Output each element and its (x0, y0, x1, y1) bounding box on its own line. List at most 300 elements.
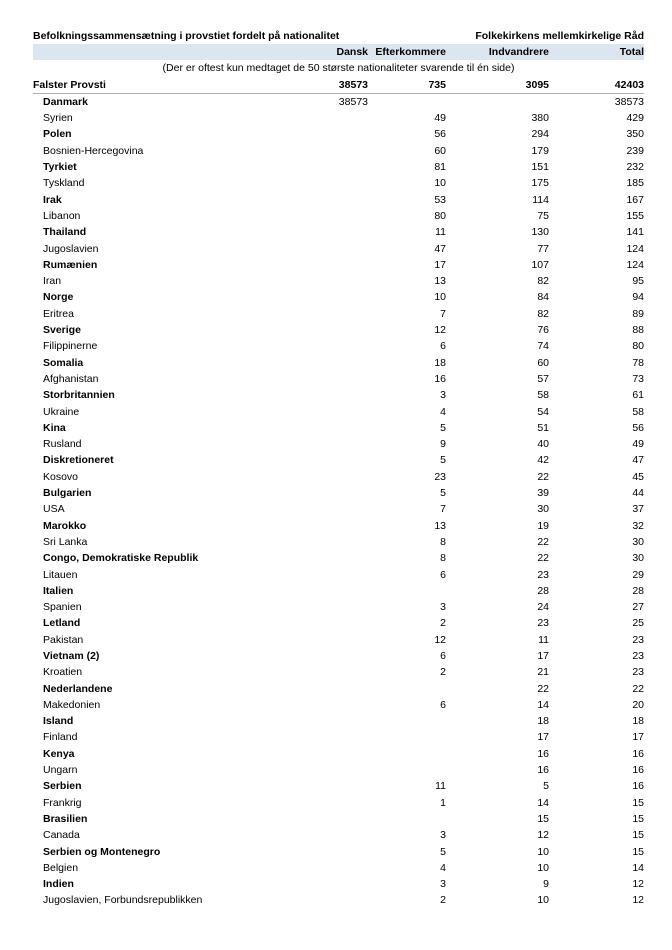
row-efterkommere-value: 16 (434, 372, 446, 385)
row-dansk-value (301, 762, 368, 778)
row-indvandrere-value: 60 (537, 356, 549, 369)
report-title: Befolkningssammensætning i provstiet fordelt på nationalitet (33, 30, 340, 42)
row-country-name: Canada (43, 829, 80, 842)
row-efterkommere-value: 8 (440, 552, 446, 565)
row-country-name: Ukraine (43, 405, 80, 418)
row-indvandrere-value: 21 (537, 666, 549, 679)
row-indvandrere-value: 151 (531, 161, 549, 174)
row-indvandrere-value: 24 (537, 601, 549, 614)
table-row (33, 404, 644, 420)
summary-dansk: 38573 (301, 77, 368, 94)
row-efterkommere-value: 6 (440, 649, 446, 662)
table-row (33, 355, 644, 371)
table-row (33, 208, 644, 224)
table-row (33, 257, 644, 273)
table-row (33, 713, 644, 729)
row-total-value: 17 (632, 731, 644, 744)
row-efterkommere-value: 2 (440, 617, 446, 630)
row-efterkommere-value (368, 583, 446, 599)
row-efterkommere-value: 53 (434, 193, 446, 206)
table-row (33, 143, 644, 159)
row-dansk-value (301, 110, 368, 126)
row-total-value: 16 (632, 780, 644, 793)
row-efterkommere-value: 13 (434, 275, 446, 288)
table-row (33, 876, 644, 892)
row-efterkommere-value: 23 (434, 470, 446, 483)
column-header-total: Total (549, 44, 644, 60)
row-efterkommere-value: 18 (434, 356, 446, 369)
row-efterkommere-value: 3 (440, 601, 446, 614)
row-efterkommere-value (368, 681, 446, 697)
row-indvandrere-value: 17 (537, 649, 549, 662)
row-total-value: 27 (632, 601, 644, 614)
row-country-name: Kina (43, 421, 66, 434)
row-indvandrere-value: 22 (537, 682, 549, 695)
row-indvandrere-value: 17 (537, 731, 549, 744)
row-total-value: 22 (632, 682, 644, 695)
report-header (33, 28, 644, 44)
row-total-value: 429 (626, 112, 644, 125)
row-efterkommere-value (368, 713, 446, 729)
row-dansk-value (301, 844, 368, 860)
table-row (33, 306, 644, 322)
row-country-name: Eritrea (43, 307, 74, 320)
row-indvandrere-value: 11 (538, 633, 549, 646)
row-total-value: 61 (632, 389, 644, 402)
row-total-value: 15 (632, 829, 644, 842)
row-indvandrere-value: 19 (537, 519, 549, 532)
row-efterkommere-value: 6 (440, 568, 446, 581)
row-total-value: 78 (632, 356, 644, 369)
row-indvandrere-value: 12 (537, 829, 549, 842)
row-total-value: 89 (632, 307, 644, 320)
row-dansk-value (301, 664, 368, 680)
row-efterkommere-value: 81 (434, 161, 446, 174)
row-dansk-value (301, 697, 368, 713)
table-row (33, 338, 644, 354)
row-total-value: 124 (626, 242, 644, 255)
row-total-value: 73 (632, 372, 644, 385)
table-row (33, 518, 644, 534)
row-dansk-value (301, 289, 368, 305)
table-row (33, 681, 644, 697)
row-total-value: 56 (632, 421, 644, 434)
row-country-name: Syrien (43, 112, 73, 125)
column-header-dansk: Dansk (301, 44, 368, 60)
row-country-name: Bulgarien (43, 487, 92, 500)
row-country-name: Bosnien-Hercegovina (43, 144, 144, 157)
row-dansk-value (301, 583, 368, 599)
row-total-value: 350 (626, 128, 644, 141)
row-country-name: Spanien (43, 601, 82, 614)
row-country-name: Vietnam (2) (43, 649, 100, 662)
row-dansk-value (301, 811, 368, 827)
summary-name: Falster Provsti (33, 77, 301, 94)
row-total-value: 15 (632, 845, 644, 858)
row-efterkommere-value (368, 811, 446, 827)
row-indvandrere-value: 23 (537, 617, 549, 630)
row-indvandrere-value: 82 (537, 275, 549, 288)
row-dansk-value (301, 501, 368, 517)
row-country-name: Jugoslavien (43, 242, 99, 255)
row-country-name: Indien (43, 878, 74, 891)
row-dansk-value (301, 322, 368, 338)
row-country-name: Frankrig (43, 796, 82, 809)
row-dansk-value (301, 208, 368, 224)
row-total-value: 25 (632, 617, 644, 630)
table-row (33, 648, 644, 664)
row-dansk-value (301, 534, 368, 550)
row-efterkommere-value: 56 (434, 128, 446, 141)
row-efterkommere-value: 5 (440, 421, 446, 434)
row-country-name: Serbien (43, 780, 82, 793)
row-dansk-value (301, 420, 368, 436)
table-row (33, 452, 644, 468)
row-country-name: Irak (43, 193, 62, 206)
row-dansk-value (301, 159, 368, 175)
row-efterkommere-value: 47 (434, 242, 446, 255)
row-country-name: Belgien (43, 861, 79, 874)
table-row (33, 567, 644, 583)
row-total-value: 14 (632, 861, 644, 874)
row-country-name: Tyskland (43, 177, 85, 190)
row-efterkommere-value: 12 (434, 324, 446, 337)
table-row (33, 469, 644, 485)
row-dansk-value (301, 892, 368, 908)
row-country-name: Pakistan (43, 633, 84, 646)
row-total-value: 30 (632, 552, 644, 565)
row-dansk-value (301, 713, 368, 729)
row-dansk-value: 38573 (338, 95, 368, 108)
column-header-blank (33, 44, 301, 60)
row-country-name: Marokko (43, 519, 87, 532)
row-efterkommere-value: 17 (434, 258, 446, 271)
row-country-name: Libanon (43, 209, 81, 222)
report-page (33, 28, 644, 909)
row-dansk-value (301, 436, 368, 452)
row-dansk-value (301, 876, 368, 892)
row-country-name: Kroatien (43, 666, 83, 679)
summary-efterkommere: 735 (368, 77, 446, 94)
row-efterkommere-value: 5 (440, 845, 446, 858)
table-row (33, 273, 644, 289)
row-indvandrere-value: 130 (531, 226, 549, 239)
row-total-value: 29 (632, 568, 644, 581)
row-total-value: 23 (632, 649, 644, 662)
row-indvandrere-value: 22 (537, 535, 549, 548)
row-efterkommere-value: 3 (440, 389, 446, 402)
row-indvandrere-value: 84 (537, 291, 549, 304)
table-row (33, 762, 644, 778)
summary-row (33, 77, 644, 94)
row-dansk-value (301, 746, 368, 762)
table-row (33, 860, 644, 876)
row-indvandrere-value: 14 (537, 796, 549, 809)
table-row (33, 420, 644, 436)
row-indvandrere-value: 10 (537, 861, 549, 874)
table-row (33, 795, 644, 811)
table-row (33, 387, 644, 403)
row-dansk-value (301, 860, 368, 876)
row-indvandrere-value: 22 (537, 552, 549, 565)
row-total-value: 12 (632, 878, 644, 891)
row-dansk-value (301, 469, 368, 485)
row-country-name: Makedonien (43, 698, 101, 711)
table-row (33, 485, 644, 501)
table-row (33, 159, 644, 175)
row-country-name: Kosovo (43, 470, 79, 483)
row-indvandrere-value: 28 (537, 584, 549, 597)
table-row (33, 844, 644, 860)
row-dansk-value (301, 599, 368, 615)
row-dansk-value (301, 273, 368, 289)
row-dansk-value (301, 827, 368, 843)
row-efterkommere-value: 8 (440, 535, 446, 548)
row-indvandrere-value (446, 93, 549, 110)
row-total-value: 88 (632, 324, 644, 337)
organization-name: Folkekirkens mellemkirkelige Råd (475, 30, 644, 42)
row-dansk-value (301, 615, 368, 631)
summary-total: 42403 (549, 77, 644, 94)
table-row (33, 778, 644, 794)
row-efterkommere-value: 49 (434, 112, 446, 125)
row-total-value: 124 (626, 258, 644, 271)
row-efterkommere-value: 4 (440, 861, 446, 874)
row-dansk-value (301, 567, 368, 583)
table-row (33, 534, 644, 550)
summary-indvandrere: 3095 (446, 77, 549, 94)
row-country-name: Rusland (43, 438, 82, 451)
row-dansk-value (301, 175, 368, 191)
row-total-value: 239 (626, 144, 644, 157)
row-total-value: 44 (632, 487, 644, 500)
row-efterkommere-value: 60 (434, 144, 446, 157)
row-country-name: Storbritannien (43, 389, 115, 402)
row-indvandrere-value: 9 (543, 878, 549, 891)
row-total-value: 15 (632, 812, 644, 825)
row-dansk-value (301, 355, 368, 371)
column-header-indvandrere: Indvandrere (446, 44, 549, 60)
row-efterkommere-value: 5 (440, 454, 446, 467)
row-country-name: Brasilien (43, 812, 88, 825)
row-country-name: Sri Lanka (43, 535, 88, 548)
row-total-value: 32 (632, 519, 644, 532)
row-total-value: 45 (632, 470, 644, 483)
row-total-value: 23 (632, 666, 644, 679)
row-indvandrere-value: 39 (537, 487, 549, 500)
row-efterkommere-value: 3 (440, 829, 446, 842)
row-country-name: Sverige (43, 324, 81, 337)
row-country-name: Jugoslavien, Forbundsrepublikken (43, 894, 203, 907)
nationality-table (33, 44, 644, 909)
row-efterkommere-value: 2 (440, 894, 446, 907)
row-indvandrere-value: 74 (537, 340, 549, 353)
table-row (33, 110, 644, 126)
row-efterkommere-value: 4 (440, 405, 446, 418)
row-country-name: Somalia (43, 356, 84, 369)
row-indvandrere-value: 22 (537, 470, 549, 483)
row-efterkommere-value: 9 (440, 438, 446, 451)
table-row (33, 892, 644, 908)
row-indvandrere-value: 107 (531, 258, 549, 271)
row-efterkommere-value: 13 (434, 519, 446, 532)
row-efterkommere-value (368, 93, 446, 110)
row-dansk-value (301, 452, 368, 468)
row-efterkommere-value: 6 (440, 698, 446, 711)
table-row (33, 827, 644, 843)
row-total-value: 49 (632, 438, 644, 451)
row-country-name: Congo, Demokratiske Republik (43, 552, 199, 565)
row-dansk-value (301, 371, 368, 387)
row-dansk-value (301, 143, 368, 159)
row-total-value: 23 (632, 633, 644, 646)
row-country-name: Tyrkiet (43, 161, 77, 174)
table-row (33, 664, 644, 680)
row-dansk-value (301, 387, 368, 403)
table-row (33, 93, 644, 110)
row-indvandrere-value: 51 (537, 421, 549, 434)
row-dansk-value (301, 648, 368, 664)
row-total-value: 30 (632, 535, 644, 548)
row-indvandrere-value: 82 (537, 307, 549, 320)
row-country-name: Ungarn (43, 764, 78, 777)
row-country-name: Italien (43, 584, 74, 597)
row-country-name: Thailand (43, 226, 87, 239)
row-efterkommere-value: 5 (440, 487, 446, 500)
table-row (33, 632, 644, 648)
row-country-name: Danmark (43, 95, 88, 108)
table-row (33, 697, 644, 713)
row-total-value: 20 (632, 698, 644, 711)
row-efterkommere-value: 6 (440, 340, 446, 353)
row-dansk-value (301, 306, 368, 322)
row-total-value: 37 (632, 503, 644, 516)
row-dansk-value (301, 257, 368, 273)
row-total-value: 12 (632, 894, 644, 907)
row-indvandrere-value: 54 (537, 405, 549, 418)
row-total-value: 232 (626, 161, 644, 174)
table-row (33, 224, 644, 240)
row-country-name: Finland (43, 731, 78, 744)
row-total-value: 38573 (614, 95, 644, 108)
row-total-value: 28 (632, 584, 644, 597)
row-country-name: Kenya (43, 747, 75, 760)
row-dansk-value (301, 795, 368, 811)
row-total-value: 141 (626, 226, 644, 239)
row-total-value: 80 (632, 340, 644, 353)
row-dansk-value (301, 338, 368, 354)
row-efterkommere-value (368, 729, 446, 745)
table-row (33, 599, 644, 615)
row-total-value: 16 (632, 747, 644, 760)
table-row (33, 811, 644, 827)
table-row (33, 192, 644, 208)
row-indvandrere-value: 10 (537, 845, 549, 858)
table-row (33, 583, 644, 599)
row-total-value: 167 (626, 193, 644, 206)
row-efterkommere-value (368, 746, 446, 762)
row-efterkommere-value: 11 (435, 780, 446, 793)
column-header-efterkommere: Efterkommere (368, 44, 446, 60)
row-dansk-value (301, 632, 368, 648)
row-indvandrere-value: 114 (532, 193, 549, 206)
row-country-name: Afghanistan (43, 372, 99, 385)
row-total-value: 18 (632, 715, 644, 728)
row-dansk-value (301, 729, 368, 745)
row-indvandrere-value: 76 (537, 324, 549, 337)
row-dansk-value (301, 681, 368, 697)
row-efterkommere-value: 1 (440, 796, 446, 809)
row-dansk-value (301, 404, 368, 420)
row-dansk-value (301, 126, 368, 142)
row-country-name: Serbien og Montenegro (43, 845, 161, 858)
row-country-name: Rumænien (43, 258, 98, 271)
table-row (33, 322, 644, 338)
table-row (33, 371, 644, 387)
row-efterkommere-value: 80 (434, 209, 446, 222)
row-dansk-value (301, 518, 368, 534)
row-country-name: USA (43, 503, 65, 516)
row-indvandrere-value: 58 (537, 389, 549, 402)
row-efterkommere-value (368, 762, 446, 778)
row-indvandrere-value: 23 (537, 568, 549, 581)
row-indvandrere-value: 5 (543, 780, 549, 793)
row-total-value: 16 (632, 764, 644, 777)
table-row (33, 746, 644, 762)
table-row (33, 615, 644, 631)
row-efterkommere-value: 11 (435, 226, 446, 239)
row-indvandrere-value: 179 (531, 144, 549, 157)
table-row (33, 550, 644, 566)
row-efterkommere-value: 2 (440, 666, 446, 679)
row-country-name: Nederlandene (43, 682, 113, 695)
row-efterkommere-value: 10 (434, 177, 446, 190)
row-indvandrere-value: 16 (537, 747, 549, 760)
row-dansk-value (301, 192, 368, 208)
row-indvandrere-value: 380 (531, 112, 549, 125)
row-total-value: 185 (626, 177, 644, 190)
row-indvandrere-value: 18 (537, 715, 549, 728)
row-total-value: 58 (632, 405, 644, 418)
row-indvandrere-value: 30 (537, 503, 549, 516)
row-country-name: Filippinerne (43, 340, 98, 353)
row-total-value: 94 (632, 291, 644, 304)
table-body (33, 93, 644, 908)
row-country-name: Letland (43, 617, 81, 630)
row-indvandrere-value: 57 (537, 372, 549, 385)
row-indvandrere-value: 16 (537, 764, 549, 777)
row-total-value: 155 (626, 209, 644, 222)
row-country-name: Diskretioneret (43, 454, 114, 467)
row-efterkommere-value: 12 (434, 633, 446, 646)
table-row (33, 436, 644, 452)
row-indvandrere-value: 294 (531, 128, 549, 141)
table-row (33, 289, 644, 305)
row-indvandrere-value: 175 (531, 177, 549, 190)
row-country-name: Litauen (43, 568, 78, 581)
row-total-value: 95 (632, 275, 644, 288)
table-row (33, 501, 644, 517)
row-indvandrere-value: 75 (537, 209, 549, 222)
row-efterkommere-value: 7 (440, 307, 446, 320)
row-indvandrere-value: 77 (537, 242, 549, 255)
row-dansk-value (301, 550, 368, 566)
row-dansk-value (301, 485, 368, 501)
row-efterkommere-value: 7 (440, 503, 446, 516)
table-row (33, 126, 644, 142)
row-country-name: Polen (43, 128, 72, 141)
row-indvandrere-value: 10 (537, 894, 549, 907)
